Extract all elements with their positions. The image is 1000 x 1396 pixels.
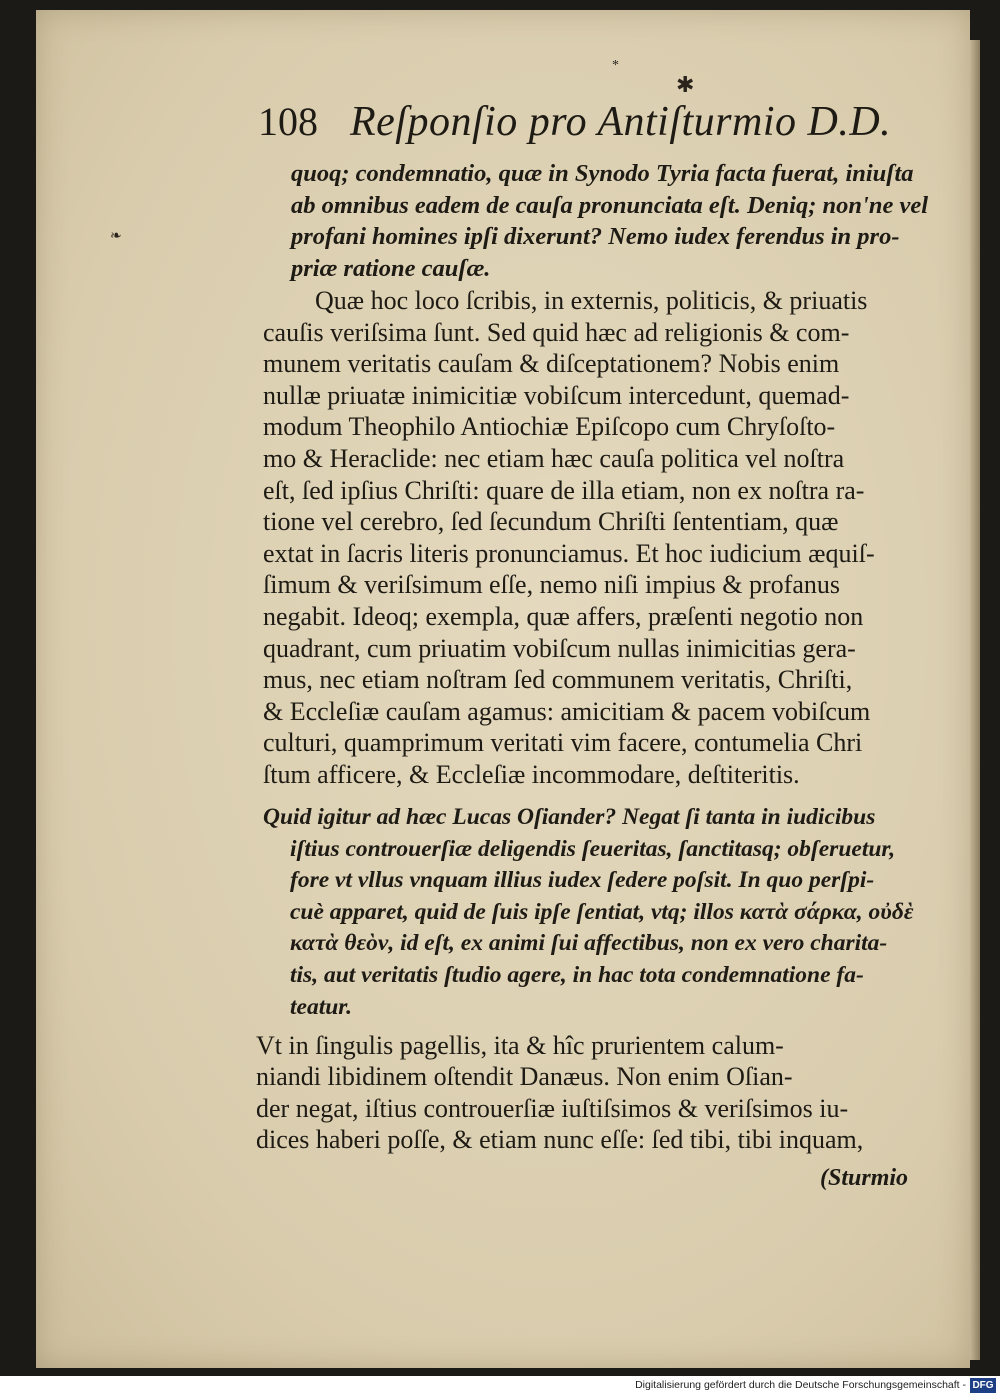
page-edge xyxy=(970,40,980,1360)
quotation-block-2 xyxy=(263,802,933,1023)
text-line: priæ ratione cauſæ. xyxy=(291,254,491,282)
text-line: extat in ſacris literis pronunciamus. Et hoc iudicium æquiſ- xyxy=(263,538,875,568)
dfg-logo: DFG xyxy=(970,1378,996,1393)
text-line: mo & Heraclide: nec etiam hæc cauſa politica vel noſtra xyxy=(263,443,845,473)
text-line: niandi libidinem oſtendit Danæus. Non enim Oſian- xyxy=(256,1062,793,1092)
text-line: quoq; condemnatio, quæ in Synodo Tyria facta fuerat, iniuſta xyxy=(291,160,914,187)
funding-notice: Digitalisierung gefördert durch die Deutsche Forschungsgemeinschaft - xyxy=(635,1379,966,1391)
ornament-mark: ✱ xyxy=(676,72,695,97)
text-line: teatur. xyxy=(290,993,353,1020)
text-line: ſtum afficere, & Eccleſiæ incommodare, deſtiteritis. xyxy=(263,759,800,789)
text-line: culturi, quamprimum veritati vim facere, contumelia Chri xyxy=(263,728,863,758)
text-line: modum Theophilo Antiochiæ Epiſcopo cum Chryſoſto- xyxy=(263,412,836,442)
text-line: tis, aut veritatis ſtudio agere, in hac tota condemnatione fa- xyxy=(290,961,864,988)
paragraph-2 xyxy=(256,1030,931,1156)
running-title: Reſponſio pro Antiſturmio D.D. xyxy=(350,99,892,145)
text-line: κατὰ θεὸν, id eſt, ex animi ſui affectibus, non ex vero charita- xyxy=(290,930,888,957)
ink-mark: * xyxy=(612,58,619,73)
text-line: tione vel cerebro, ſed ſecundum Chriſti ſententiam, quæ xyxy=(263,507,839,537)
text-line: negabit. Ideoq; exempla, quæ affers, præſenti negotio non xyxy=(263,601,864,631)
running-head xyxy=(258,98,898,158)
text-line: munem veritatis cauſam & diſceptationem? Nobis enim xyxy=(263,349,840,379)
text-line: dices haberi poſſe, & etiam nunc eſſe: ſed tibi, tibi inquam, xyxy=(256,1125,864,1155)
quotation-block-1 xyxy=(291,158,931,284)
text-line: cauſis veriſsima ſunt. Sed quid hæc ad religionis & com- xyxy=(263,317,850,347)
catchword: (Sturmio xyxy=(820,1165,909,1191)
text-line: mus, nec etiam noſtram ſed communem veritatis, Chriſti, xyxy=(263,665,853,695)
text-line: der negat, iſtius controuerſiæ iuſtiſsimos & veriſsimos iu- xyxy=(256,1093,849,1123)
paragraph-1 xyxy=(263,285,931,791)
text-line: fore vt vllus vnquam illius iudex ſedere poſsit. In quo perſpi- xyxy=(290,867,875,894)
text-line: Vt in ſingulis pagellis, ita & hîc prurientem calum- xyxy=(256,1031,784,1060)
text-line: nullæ priuatæ inimicitiæ vobiſcum intercedunt, quemad- xyxy=(263,380,850,410)
text-line: & Eccleſiæ cauſam agamus: amicitiam & pacem vobiſcum xyxy=(263,696,871,726)
text-line: profani homines ipſi dixerunt? Nemo iudex ferendus in pro- xyxy=(291,223,900,250)
text-line: eſt, ſed ipſius Chriſti: quare de illa etiam, non ex noſtra ra- xyxy=(263,475,865,505)
page-number: 108 xyxy=(258,99,318,144)
text-line: iſtius controuerſiæ deligendis ſeueritas, ſanctitasq; obſeruetur, xyxy=(290,835,896,862)
text-line: ab omnibus eadem de cauſa pronunciata eſt. Deniq; non'ne vel xyxy=(291,191,928,219)
text-line: cuè apparet, quid de ſuis ipſe ſentiat, vtq; illos κατὰ σάρκα, οὐδὲ xyxy=(290,898,914,925)
footer-bar xyxy=(0,1376,1000,1396)
text-line: Quæ hoc loco ſcribis, in externis, politicis, & priuatis xyxy=(315,286,868,315)
margin-mark: ❧ xyxy=(110,229,122,244)
text-line: Quid igitur ad hæc Lucas Oſiander? Negat ſi tanta in iudicibus xyxy=(263,804,876,830)
text-line: quadrant, cum priuatim vobiſcum nullas inimicitias gera- xyxy=(263,633,856,663)
text-line: ſimum & veriſsimum eſſe, nemo niſi impius & profanus xyxy=(263,570,841,600)
